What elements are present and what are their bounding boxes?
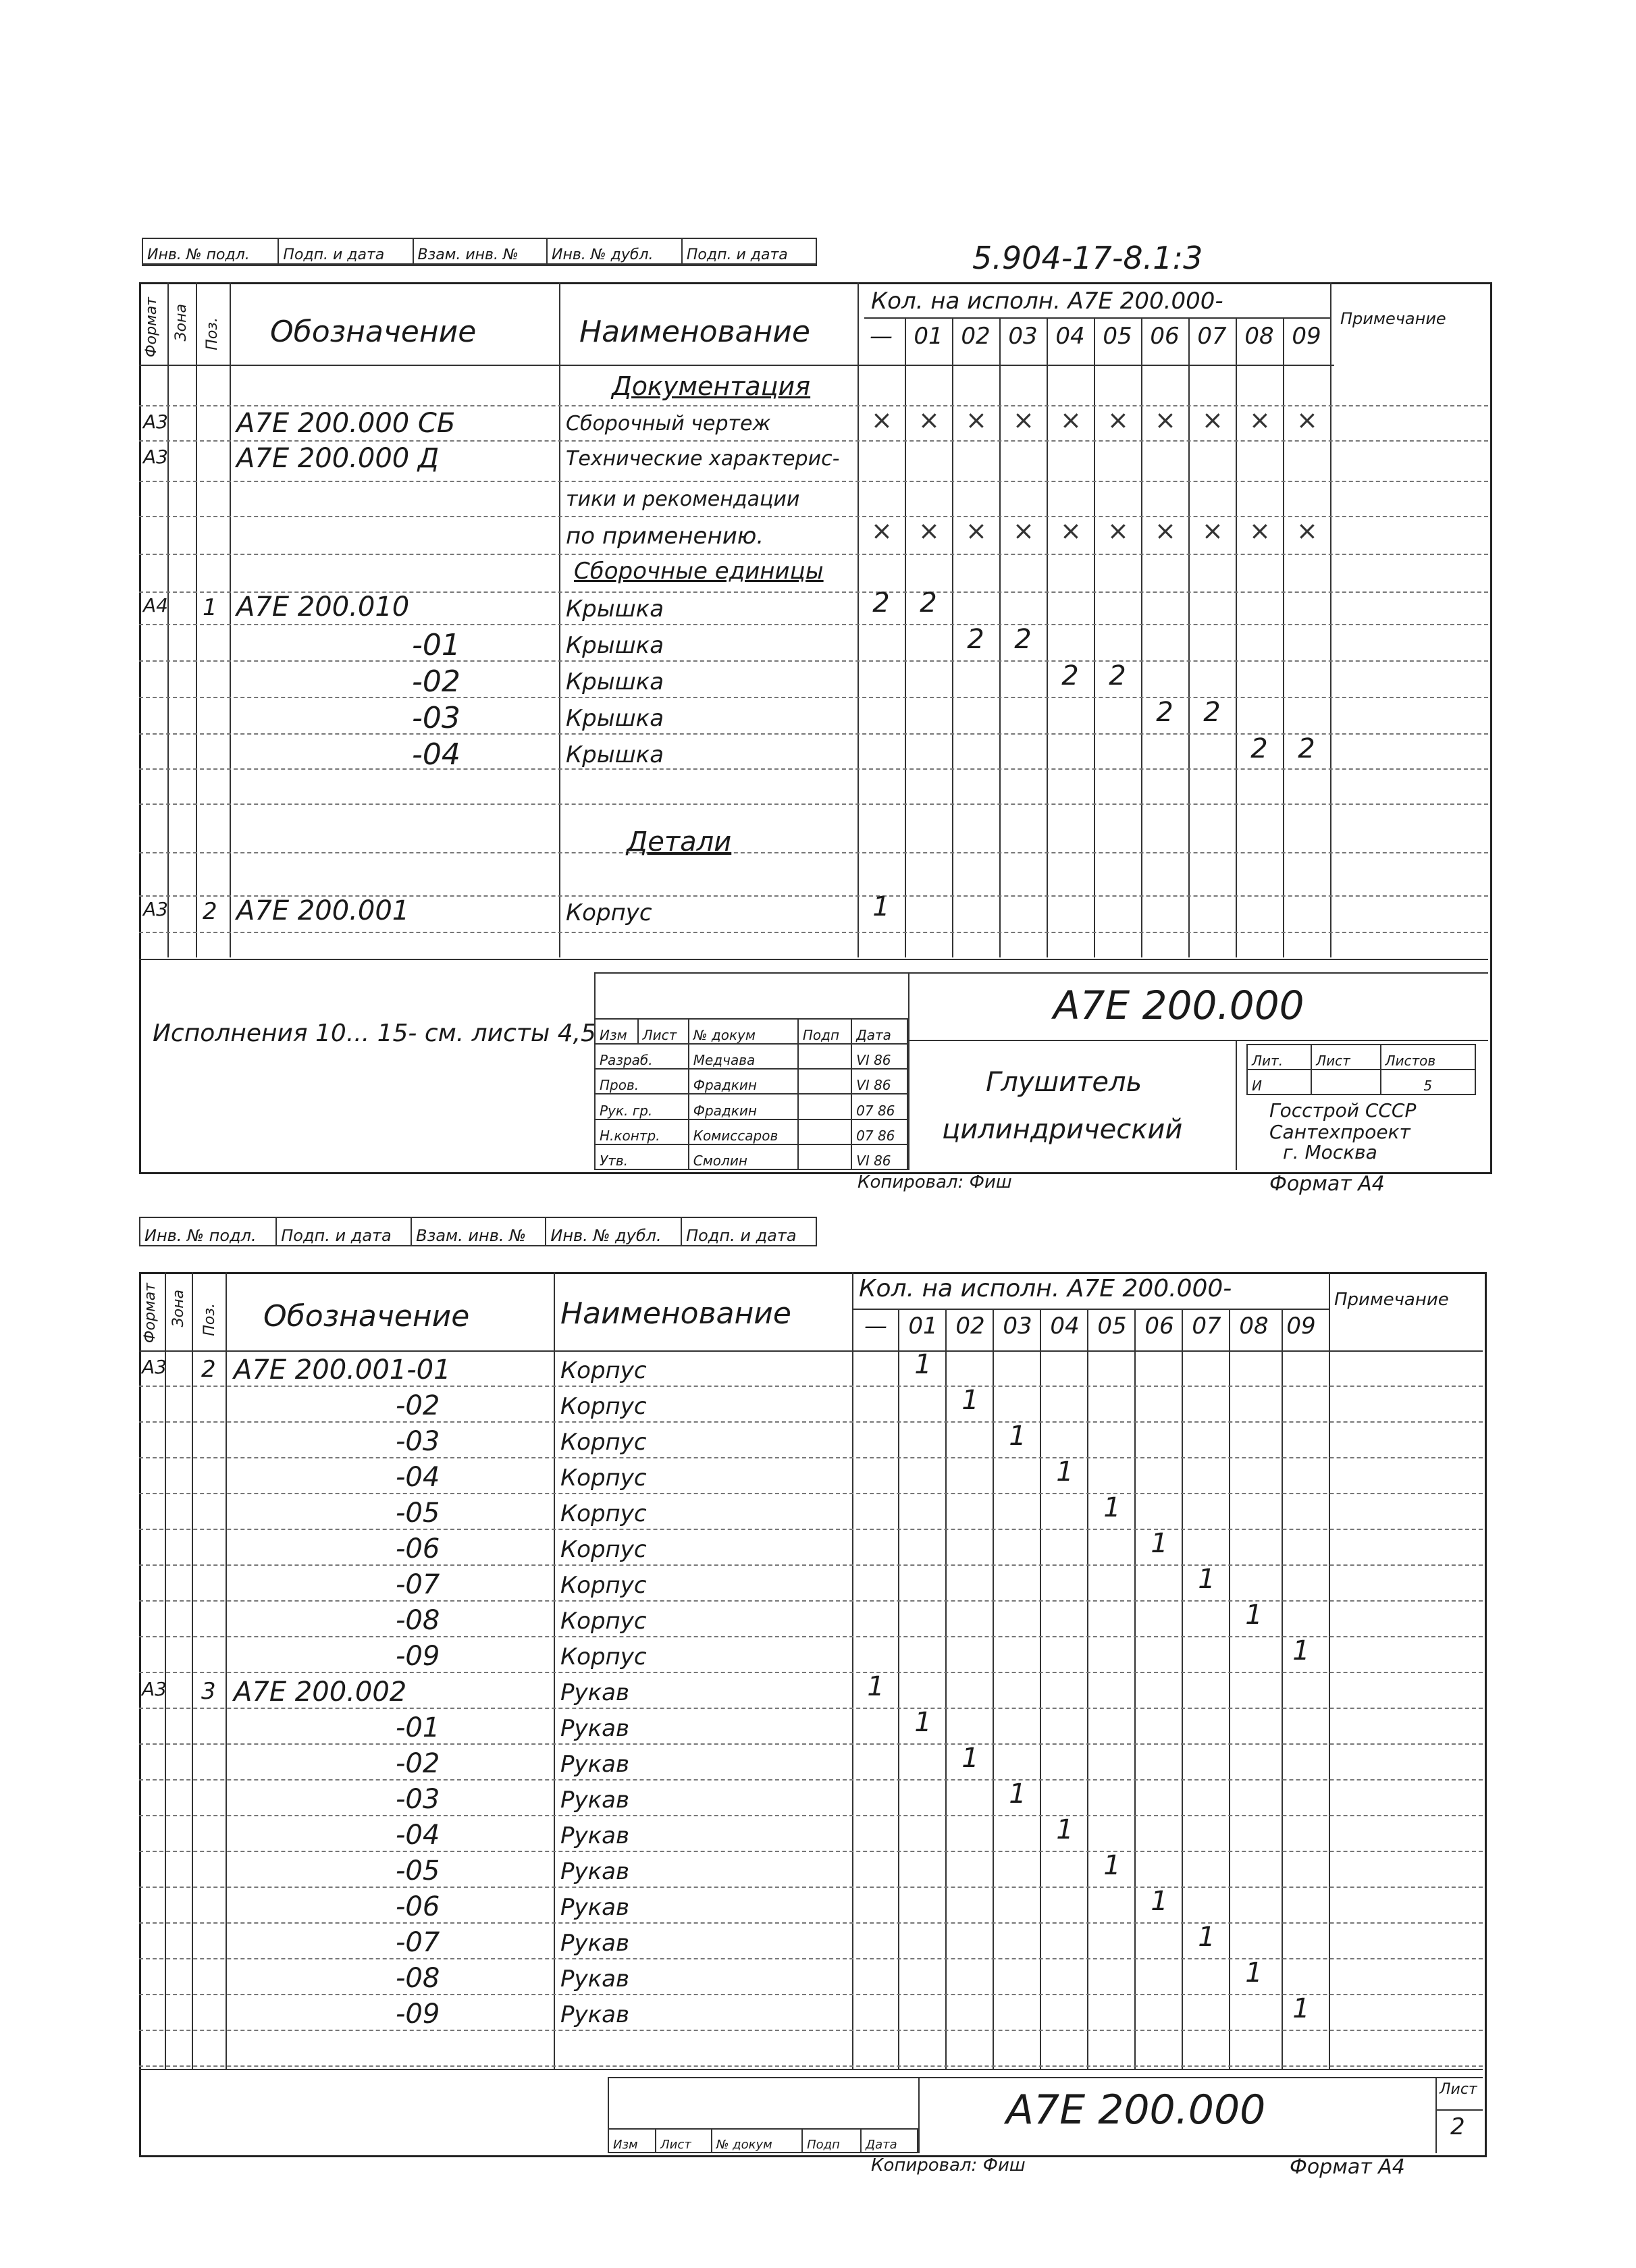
change-header: № докум <box>689 1019 798 1044</box>
row-name: Корпус <box>560 1429 647 1456</box>
date: 07 86 <box>851 1119 907 1144</box>
row-format: А3 <box>142 1678 167 1700</box>
row-name: Крышка <box>566 596 664 623</box>
qty-value: 1 <box>1103 1492 1121 1523</box>
row-designation: -01 <box>412 628 460 662</box>
x-mark: × <box>1296 405 1318 435</box>
row-name: Технические характерис- <box>566 447 840 471</box>
sheet-2-frame <box>139 1272 1487 2157</box>
section-parts: Детали <box>627 826 732 858</box>
x-mark: × <box>1202 405 1223 435</box>
row-name: Корпус <box>560 1465 647 1492</box>
person: Фрадкин <box>689 1069 798 1094</box>
role: Утв. <box>595 1144 689 1169</box>
x-mark: × <box>1249 516 1271 546</box>
row-name: Крышка <box>566 668 664 695</box>
variant-header: 09 <box>1292 323 1321 350</box>
qty-value: 2 <box>920 587 937 618</box>
row-pos: 2 <box>201 1356 216 1383</box>
row-designation: -06 <box>396 1533 440 1564</box>
sheet-label-2: Лист <box>1440 2081 1477 2098</box>
title-name-line2: цилиндрический <box>942 1114 1183 1145</box>
archive-stamp-2 <box>139 1217 817 1246</box>
x-mark: × <box>1060 516 1082 546</box>
row-designation: -03 <box>412 701 460 735</box>
qty-value: 2 <box>1014 624 1032 655</box>
qty-value: 2 <box>1250 733 1268 764</box>
col-name-header-2: Наименование <box>560 1296 791 1331</box>
stamp-cell: Подп. и дата <box>278 238 413 264</box>
x-mark: × <box>1296 516 1318 546</box>
qty-value: 1 <box>961 1743 979 1774</box>
qty-value: 1 <box>1151 1528 1168 1559</box>
person: Смолин <box>689 1144 798 1169</box>
row-name: Сборочный чертеж <box>566 412 771 436</box>
row-format: А3 <box>143 446 168 468</box>
variant-header: 02 <box>955 1313 985 1340</box>
change-table-2 <box>608 2128 918 2153</box>
person: Комиссаров <box>689 1119 798 1144</box>
row-name: Крышка <box>566 741 664 768</box>
section-assemblies: Сборочные единицы <box>574 558 824 585</box>
stamp-cell: Подп. и дата <box>276 1217 411 1246</box>
row-format: А4 <box>143 594 168 616</box>
row-designation: А7Е 200.010 <box>236 591 410 623</box>
row-name: Рукав <box>560 1751 630 1778</box>
x-mark: × <box>966 516 987 546</box>
date: VI 86 <box>851 1069 907 1094</box>
change-header: № докум <box>712 2129 802 2153</box>
row-name: Рукав <box>560 1679 630 1706</box>
qty-value: 1 <box>1009 1778 1026 1810</box>
row-pos: 3 <box>201 1678 216 1705</box>
stamp-cell: Инв. № подл. <box>140 1217 276 1246</box>
qty-value: 2 <box>1061 660 1079 691</box>
col-format-header-2: Формат <box>142 1283 159 1344</box>
row-designation: -04 <box>396 1462 440 1493</box>
qty-value: 1 <box>1056 1456 1074 1487</box>
stamp-cell: Взам. инв. № <box>411 1217 546 1246</box>
qty-value: 1 <box>1245 1957 1263 1988</box>
qty-value: 1 <box>1103 1850 1121 1881</box>
variant-header: 01 <box>908 1313 938 1340</box>
qty-value: 1 <box>1056 1814 1074 1845</box>
row-designation: -05 <box>396 1855 440 1887</box>
qty-value: 2 <box>1109 660 1126 691</box>
role: Разраб. <box>595 1044 689 1069</box>
row-name: Корпус <box>566 899 652 926</box>
role: Пров. <box>595 1069 689 1094</box>
row-designation: А7Е 200.000 Д <box>236 443 440 474</box>
stamp-cell: Подп. и дата <box>682 238 816 264</box>
col-designation-header-2: Обозначение <box>263 1299 470 1334</box>
lit-label: Лит. <box>1247 1045 1311 1070</box>
qty-value: 1 <box>867 1671 885 1702</box>
row-name: Корпус <box>560 1500 647 1527</box>
qty-value: 1 <box>1292 1993 1310 2024</box>
row-designation: -02 <box>412 664 460 699</box>
qty-value: 1 <box>1198 1564 1215 1595</box>
lit-table-1 <box>1246 1044 1476 1095</box>
x-mark: × <box>1202 516 1223 546</box>
row-name: Корпус <box>560 1393 647 1420</box>
row-name: тики и рекомендации <box>566 487 800 511</box>
org-line3: г. Москва <box>1283 1141 1377 1163</box>
x-mark: × <box>1155 516 1176 546</box>
row-pos: 2 <box>203 898 217 925</box>
row-name: Рукав <box>560 1894 630 1921</box>
person: Медчава <box>689 1044 798 1069</box>
row-designation: -07 <box>396 1927 440 1958</box>
date: VI 86 <box>851 1044 907 1069</box>
variant-header: 05 <box>1097 1313 1127 1340</box>
change-header: Лист <box>638 1019 689 1044</box>
col-designation-header: Обозначение <box>270 315 477 349</box>
x-mark: × <box>871 516 893 546</box>
row-designation: -01 <box>396 1712 440 1743</box>
stamp-cell: Инв. № подл. <box>142 238 278 264</box>
qty-value: 1 <box>914 1707 932 1738</box>
variant-header: 07 <box>1192 1313 1221 1340</box>
variant-header: 03 <box>1003 1313 1032 1340</box>
row-designation: А7Е 200.001 <box>236 895 410 926</box>
row-name: Корпус <box>560 1536 647 1563</box>
col-name-header: Наименование <box>579 315 810 349</box>
qty-value: 1 <box>1245 1600 1263 1631</box>
col-pos-header-2: Поз. <box>201 1303 218 1336</box>
change-header: Изм <box>595 1019 638 1044</box>
copied-by-2: Копировал: Фиш <box>871 2155 1026 2175</box>
row-name: Рукав <box>560 1715 630 1742</box>
x-mark: × <box>1155 405 1176 435</box>
qty-value: 1 <box>914 1349 932 1380</box>
variant-header: 05 <box>1103 323 1132 350</box>
row-name: Рукав <box>560 1966 630 1993</box>
row-designation: А7Е 200.002 <box>234 1677 407 1708</box>
copied-by-1: Копировал: Фиш <box>857 1172 1012 1192</box>
row-name: Рукав <box>560 1858 630 1885</box>
x-mark: × <box>1107 405 1129 435</box>
role: Рук. гр. <box>595 1094 689 1119</box>
change-header: Подп <box>798 1019 851 1044</box>
row-designation: А7Е 200.000 СБ <box>236 408 456 439</box>
row-designation: -04 <box>396 1820 440 1851</box>
variant-header: — <box>870 323 893 350</box>
format-label-2: Формат А4 <box>1290 2155 1405 2179</box>
change-header: Дата <box>851 1019 907 1044</box>
variant-header: 04 <box>1050 1313 1080 1340</box>
row-name: Корпус <box>560 1572 647 1599</box>
title-name-line1: Глушитель <box>986 1067 1142 1098</box>
col-qty-header: Кол. на исполн. А7Е 200.000- <box>871 288 1223 315</box>
row-name: Рукав <box>560 2001 630 2028</box>
row-designation: -07 <box>396 1569 440 1600</box>
row-designation: -04 <box>412 737 460 772</box>
variant-header: 07 <box>1197 323 1227 350</box>
row-designation: -09 <box>396 1641 440 1672</box>
lit-value: И <box>1247 1070 1311 1095</box>
row-name: Крышка <box>566 705 664 732</box>
person: Фрадкин <box>689 1094 798 1119</box>
row-designation: -05 <box>396 1498 440 1529</box>
col-pos-header: Поз. <box>204 317 221 350</box>
change-header: Лист <box>656 2129 712 2153</box>
x-mark: × <box>918 405 940 435</box>
qty-value: 2 <box>1156 697 1173 728</box>
x-mark: × <box>871 405 893 435</box>
org-line2: Сантехпроект <box>1269 1121 1410 1143</box>
qty-value: 1 <box>872 891 890 922</box>
document-code: 5.904-17-8.1:3 <box>972 240 1203 276</box>
variant-header: 08 <box>1239 1313 1269 1340</box>
row-format: А3 <box>143 898 168 920</box>
col-zone-header-2: Зона <box>170 1290 187 1327</box>
x-mark: × <box>1013 516 1034 546</box>
row-name: Корпус <box>560 1608 647 1635</box>
row-designation: -06 <box>396 1891 440 1922</box>
col-qty-header-2: Кол. на исполн. А7Е 200.000- <box>859 1275 1232 1302</box>
qty-value: 2 <box>967 624 984 655</box>
change-table-1 <box>594 1018 908 1170</box>
qty-value: 2 <box>1298 733 1315 764</box>
col-zone-header: Зона <box>173 304 190 342</box>
row-name: Крышка <box>566 632 664 659</box>
variant-header: 08 <box>1244 323 1274 350</box>
stamp-cell: Взам. инв. № <box>413 238 547 264</box>
row-name: Корпус <box>560 1643 647 1670</box>
x-mark: × <box>1013 405 1034 435</box>
sheets-label: Листов <box>1381 1045 1476 1070</box>
row-designation: -02 <box>396 1748 440 1779</box>
x-mark: × <box>1107 516 1129 546</box>
sheet-value-2: 2 <box>1450 2113 1465 2140</box>
variant-header: 01 <box>914 323 943 350</box>
row-name: по применению. <box>566 523 764 550</box>
variant-header: 02 <box>961 323 991 350</box>
variant-header: 04 <box>1055 323 1085 350</box>
row-pos: 1 <box>203 594 217 621</box>
row-designation: -08 <box>396 1963 440 1994</box>
variant-header: 06 <box>1150 323 1180 350</box>
stamp-cell: Подп. и дата <box>681 1217 816 1246</box>
title-doc-number-2: А7Е 200.000 <box>1006 2086 1266 2134</box>
variant-header: 09 <box>1286 1313 1316 1340</box>
sheet-label: Лист <box>1311 1045 1380 1070</box>
col-note-header-2: Примечание <box>1334 1290 1449 1310</box>
date: VI 86 <box>851 1144 907 1169</box>
qty-value: 1 <box>1151 1886 1168 1917</box>
archive-stamp-1 <box>142 238 817 265</box>
stamp-cell: Инв. № дубл. <box>547 238 682 264</box>
x-mark: × <box>966 405 987 435</box>
section-documentation: Документация <box>612 371 811 401</box>
title-doc-number: А7Е 200.000 <box>1053 982 1304 1028</box>
qty-value: 1 <box>1198 1922 1215 1953</box>
variants-note: Исполнения 10... 15- см. листы 4,5 <box>153 1020 596 1047</box>
variant-header: — <box>864 1313 887 1340</box>
change-header: Изм <box>608 2129 656 2153</box>
qty-value: 1 <box>1009 1421 1026 1452</box>
variant-header: 03 <box>1008 323 1038 350</box>
col-note-header: Примечание <box>1340 309 1446 328</box>
row-designation: -03 <box>396 1426 440 1457</box>
row-name: Рукав <box>560 1787 630 1814</box>
col-format-header: Формат <box>143 297 160 358</box>
change-header: Дата <box>861 2129 918 2153</box>
row-designation: -09 <box>396 1999 440 2030</box>
x-mark: × <box>1060 405 1082 435</box>
row-designation: -02 <box>396 1390 440 1421</box>
role: Н.контр. <box>595 1119 689 1144</box>
change-header: Подп <box>802 2129 861 2153</box>
qty-value: 2 <box>872 587 890 618</box>
row-format: А3 <box>142 1356 167 1378</box>
variant-header: 06 <box>1144 1313 1174 1340</box>
row-name: Корпус <box>560 1357 647 1384</box>
row-name: Рукав <box>560 1930 630 1957</box>
org-line1: Госстрой СССР <box>1269 1099 1417 1122</box>
qty-value: 1 <box>1292 1635 1310 1666</box>
row-designation: -03 <box>396 1784 440 1815</box>
date: 07 86 <box>851 1094 907 1119</box>
x-mark: × <box>918 516 940 546</box>
qty-value: 1 <box>961 1385 979 1416</box>
row-name: Рукав <box>560 1822 630 1849</box>
row-designation: -08 <box>396 1605 440 1636</box>
sheets-value: 5 <box>1381 1070 1476 1095</box>
row-format: А3 <box>143 411 168 433</box>
row-designation: А7Е 200.001-01 <box>234 1354 451 1386</box>
stamp-cell: Инв. № дубл. <box>546 1217 681 1246</box>
x-mark: × <box>1249 405 1271 435</box>
qty-value: 2 <box>1203 697 1221 728</box>
format-label-1: Формат А4 <box>1269 1172 1385 1196</box>
